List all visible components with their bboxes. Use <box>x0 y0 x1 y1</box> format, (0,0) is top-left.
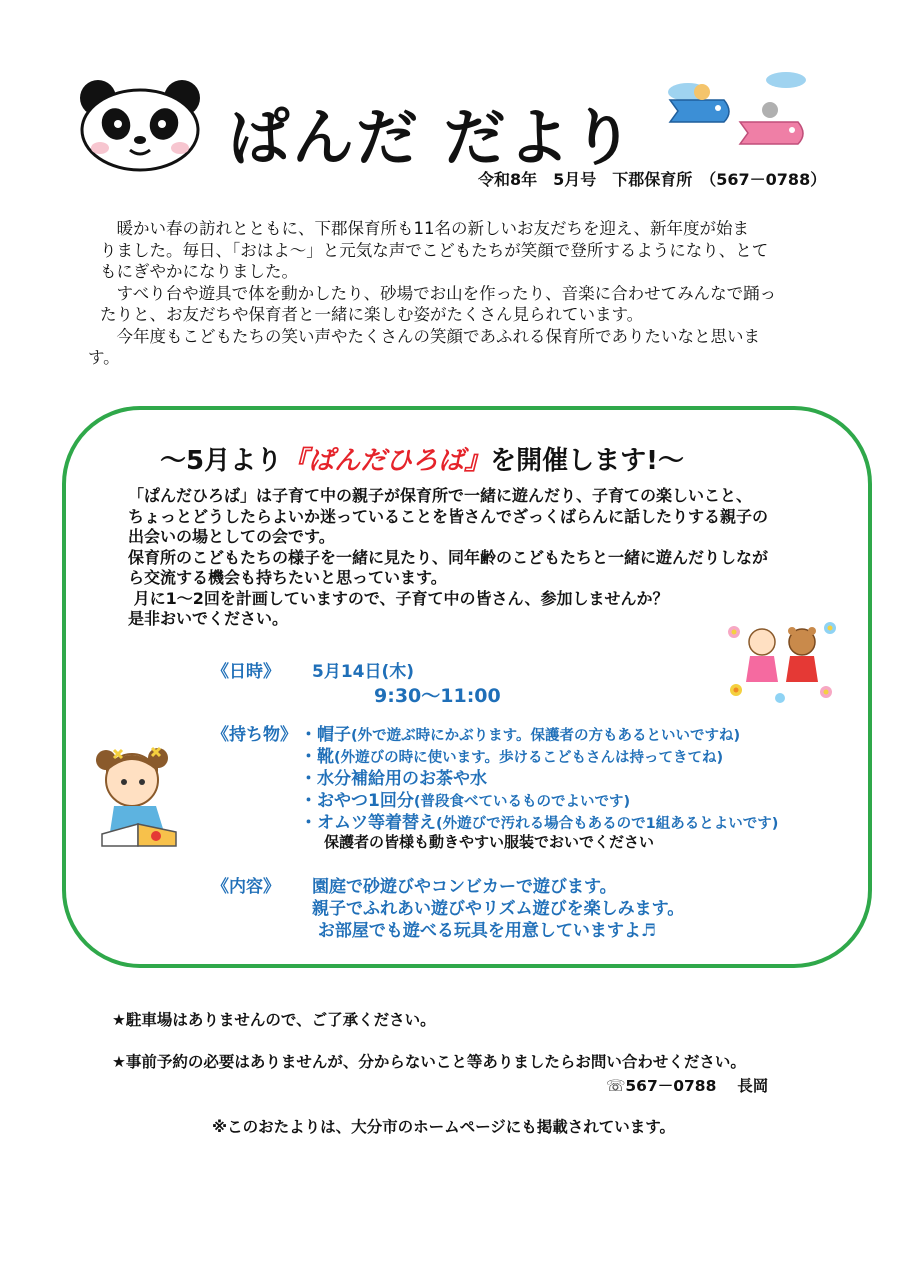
item-note: (普段食べているものでよいです) <box>413 794 631 810</box>
description-line: ら交流する機会も持ちたいと思っています。 <box>128 568 447 587</box>
description-line: 「ぱんだひろば」は子育て中の親子が保育所で一緒に遊んだり、子育ての楽しいこと、 <box>128 486 753 505</box>
panda-face-icon <box>78 78 204 172</box>
intro-line: す。 <box>88 348 120 367</box>
intro-line: すべり台や遊具で体を動かしたり、砂場でお山を作ったり、音楽に合わせてみんなで踊っ <box>100 283 777 303</box>
item-note: (外で遊ぶ時にかぶります。保護者の方もあるといいですね) <box>351 728 741 744</box>
heading-prefix: ～5月より <box>160 446 283 476</box>
content-label: 《内容》 <box>212 877 280 897</box>
intro-line: もにぎやかになりました。 <box>100 262 298 281</box>
content-line: 親子でふれあい遊びやリズム遊びを楽しみます。 <box>312 899 685 919</box>
content-line: お部屋でも遊べる玩具を用意していますよ♬ <box>312 921 657 941</box>
items-label: 《持ち物》 <box>212 725 297 745</box>
description-line: ちょっとどうしたらよいか迷っていることを皆さんでざっくばらんに話したりする親子の <box>128 506 769 526</box>
intro-line: 今年度もこどもたちの笑い声やたくさんの笑顔であふれる保育所でありたいなと思いま <box>100 326 760 346</box>
contact-line: ☏567－0788 長岡 <box>606 1077 769 1095</box>
item-note: (外遊びで汚れる場合もあるので1組あるとよいです) <box>436 816 779 832</box>
event-heading <box>160 440 684 477</box>
item-name: ・オムツ等着替え <box>300 813 436 833</box>
description-line: 月に1～2回を計画していますので、子育て中の皆さん、参加しませんか？ <box>128 588 669 608</box>
item-name: ・水分補給用のお茶や水 <box>300 769 487 789</box>
intro-line: たりと、お友だちや保育者と一緒に楽しむ姿がたくさん見られています。 <box>100 305 644 324</box>
datetime-label: 《日時》 <box>212 662 280 682</box>
intro-line: 暖かい春の訪れとともに、下郡保育所も11名の新しいお友だちを迎え、新年度が始ま <box>100 219 749 238</box>
website-note: ※このおたよりは、大分市のホームページにも掲載されています。 <box>212 1118 676 1136</box>
reservation-note: ★事前予約の必要はありませんが、分からないこと等ありましたらお問い合わせください。 <box>112 1053 746 1071</box>
heading-suffix: を開催します!～ <box>490 446 684 476</box>
item-name: ・おやつ1回分 <box>300 791 414 811</box>
description-line: 出会いの場としての会です。 <box>128 527 335 546</box>
children-flowers-icon <box>722 612 842 706</box>
item-note: (外遊びの時に使います。歩けるこどもさんは持ってきてね) <box>334 750 724 766</box>
item-clothes <box>300 808 778 833</box>
girl-reading-icon <box>92 742 188 850</box>
issue-line: 令和8年 5月号 下郡保育所 （567－0788） <box>478 170 827 189</box>
event-date: 5月14日(木) <box>312 662 415 682</box>
item-name: ・靴 <box>300 747 334 767</box>
heading-highlight: 『ぱんだひろば』 <box>282 446 491 476</box>
description-line: 是非おいでください。 <box>128 609 289 628</box>
parking-note: ★駐車場はありませんので、ご了承ください。 <box>112 1011 436 1029</box>
items-extra-note: 保護者の皆様も動きやすい服装でおいでください <box>324 833 655 851</box>
item-name: ・帽子 <box>300 725 351 745</box>
intro-text <box>88 218 848 369</box>
event-time: 9:30～11:00 <box>374 685 501 707</box>
content-line: 園庭で砂遊びやコンビカーで遊びます。 <box>312 877 617 897</box>
intro-line: りました。毎日、「おはよ～」と元気な声でこどもたちが笑顔で登所するようになり、とて <box>100 240 769 260</box>
page-title: ぱんだ だより <box>228 101 636 174</box>
event-description <box>128 486 848 630</box>
description-line: 保育所のこどもたちの様子を一緒に見たり、同年齢のこどもたちと一緒に遊んだりしなが <box>128 547 769 567</box>
koinobori-icon <box>662 70 812 152</box>
